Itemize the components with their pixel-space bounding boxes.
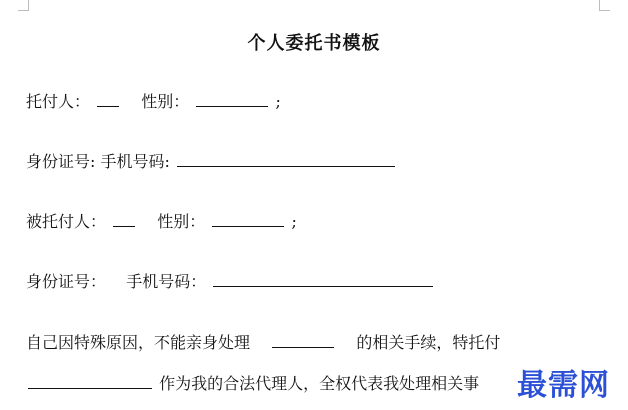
site-watermark: 最需网 — [517, 368, 610, 403]
line-agent-id — [26, 270, 435, 293]
crop-mark-left — [18, 0, 29, 11]
agent-name-blank — [113, 210, 135, 227]
authority-text-1: 作为我的合法代理人，全权代表我处理相关事 — [159, 374, 480, 393]
line-reason — [26, 331, 500, 354]
agent-end: ; — [291, 212, 297, 231]
principal-phone-blank — [177, 150, 395, 167]
line-agent — [26, 210, 297, 233]
principal-id-phone-label: 身份证号: 手机号码: — [26, 152, 170, 171]
agent-id-label: 身份证号： — [26, 272, 107, 291]
reason-text-1: 自己因特殊原因，不能亲身处理 — [26, 333, 251, 352]
document-title: 个人委托书模板 — [247, 33, 381, 54]
principal-gender-blank — [196, 90, 268, 107]
principal-name-blank — [97, 90, 119, 107]
principal-end: ; — [275, 92, 281, 111]
agent-phone-label: 手机号码： — [126, 272, 207, 291]
agent-authority-blank — [28, 372, 152, 389]
reason-text-2: 的相关手续，特托付 — [356, 333, 501, 352]
line-principal-id — [26, 150, 397, 173]
agent-gender-blank — [212, 210, 284, 227]
crop-mark-right — [599, 0, 610, 11]
line-principal — [26, 90, 281, 113]
agent-gender-label: 性别： — [157, 212, 206, 231]
principal-gender-label: 性别： — [141, 92, 190, 111]
agent-phone-blank — [213, 270, 433, 287]
principal-label: 托付人： — [26, 92, 91, 111]
agent-label: 被托付人： — [26, 212, 107, 231]
matter-blank — [272, 331, 334, 348]
line-agent-authority — [26, 372, 479, 395]
